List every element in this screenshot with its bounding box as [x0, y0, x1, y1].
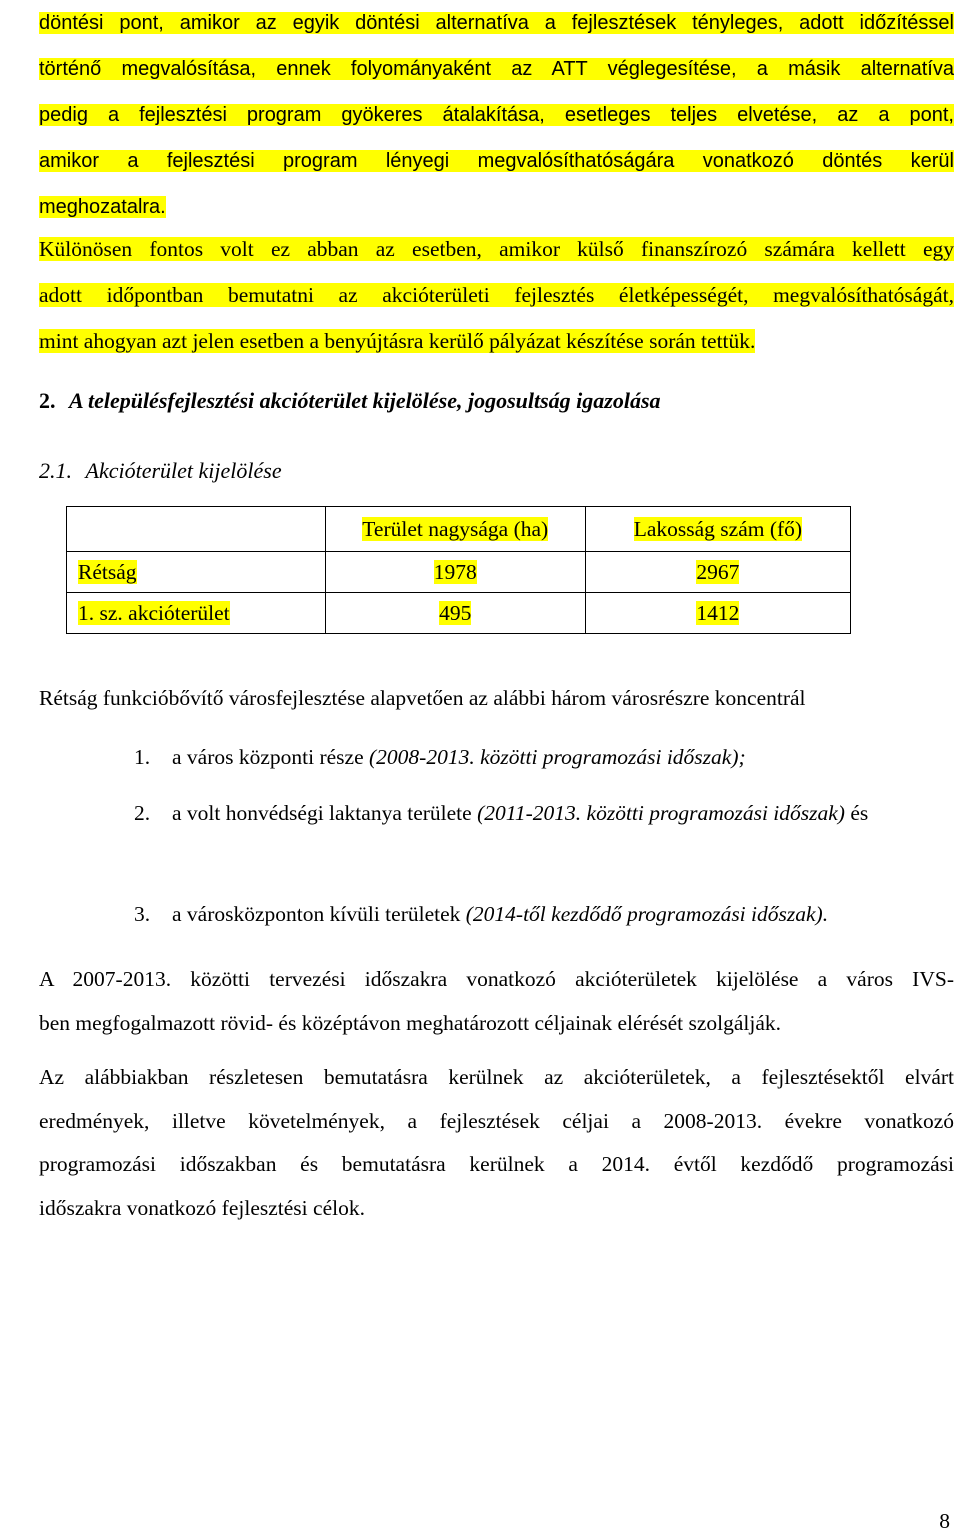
district-list: [134, 744, 954, 931]
emphasis-line: mint ahogyan azt jelen esetben a benyújtásra kerülő pályázat készítése során tettük.: [39, 329, 756, 353]
list-item: 2. a volt honvédségi laktanya területe (2011-2013. közötti programozási időszak) és: [134, 801, 869, 825]
table-header-population: Lakosság szám (fő): [585, 507, 850, 552]
emphasis-paragraph: [39, 226, 954, 364]
ivs-line: ben megfogalmazott rövid- és középtávon meghatározott céljainak elérését szolgálják.: [39, 1011, 782, 1035]
summary-paragraph: [39, 1056, 954, 1230]
table-cell: 495: [325, 593, 585, 634]
section-heading: 2. A településfejlesztési akcióterület kijelölése, jogosultság igazolása: [39, 388, 661, 413]
area-table: [66, 506, 851, 634]
table-header-row: [67, 507, 851, 552]
intro-line: döntési pont, amikor az egyik döntési alternatíva a fejlesztések tényleges, adott időzítéssel: [39, 12, 954, 34]
summary-line: Az alábbiakban részletesen bemutatásra kerülnek az akcióterületek, a fejlesztésektől elvárt: [39, 1065, 954, 1089]
intro-line: pedig a fejlesztési program gyökeres átalakítása, esetleges teljes elvetése, az a pont,: [39, 104, 954, 126]
emphasis-line: adott időpontban bemutatni az akcióterületi fejlesztés életképességét, megvalósíthatóságát,: [39, 283, 954, 307]
list-item: 1. a város központi része (2008-2013. közötti programozási időszak);: [134, 745, 746, 769]
ivs-paragraph: [39, 957, 954, 1045]
table-header-area: Terület nagysága (ha): [325, 507, 585, 552]
table-cell: 1978: [325, 552, 585, 593]
intro-paragraph: [39, 0, 954, 230]
table-header-empty: [67, 507, 326, 552]
summary-line: programozási időszakban és bemutatásra kerülnek a 2014. évtől kezdődő programozási: [39, 1152, 954, 1176]
summary-line: eredmények, illetve követelmények, a fejlesztések céljai a 2008-2013. évekre vonatkozó: [39, 1108, 954, 1133]
table-row: [67, 593, 851, 634]
intro-line: amikor a fejlesztési program lényegi megvalósíthatóságára vonatkozó döntés kerül: [39, 150, 954, 172]
table-cell: 2967: [585, 552, 850, 593]
table-cell: 1. sz. akcióterület: [67, 593, 326, 634]
page-number: 8: [939, 1509, 950, 1533]
emphasis-line: Különösen fontos volt ez abban az esetben, amikor külső finanszírozó számára kellett egy: [39, 237, 954, 261]
intro-line: meghozatalra.: [39, 196, 166, 218]
table-cell: Rétság: [67, 552, 326, 593]
concentration-paragraph: Rétság funkcióbővítő városfejlesztése alapvetően az alábbi három városrészre koncentrál: [39, 686, 806, 710]
table-row: [67, 552, 851, 593]
ivs-line: A 2007-2013. közötti tervezési időszakra vonatkozó akcióterületek kijelölése a város IVS-: [39, 967, 954, 991]
list-item: 3. a városközponton kívüli területek (2014-től kezdődő programozási időszak).: [134, 902, 829, 926]
intro-line: történő megvalósítása, ennek folyományaként az ATT véglegesítése, a másik alternatíva: [39, 58, 954, 80]
table-cell: 1412: [585, 593, 850, 634]
subsection-heading: 2.1. Akcióterület kijelölése: [39, 458, 282, 483]
summary-line: időszakra vonatkozó fejlesztési célok.: [39, 1195, 365, 1220]
